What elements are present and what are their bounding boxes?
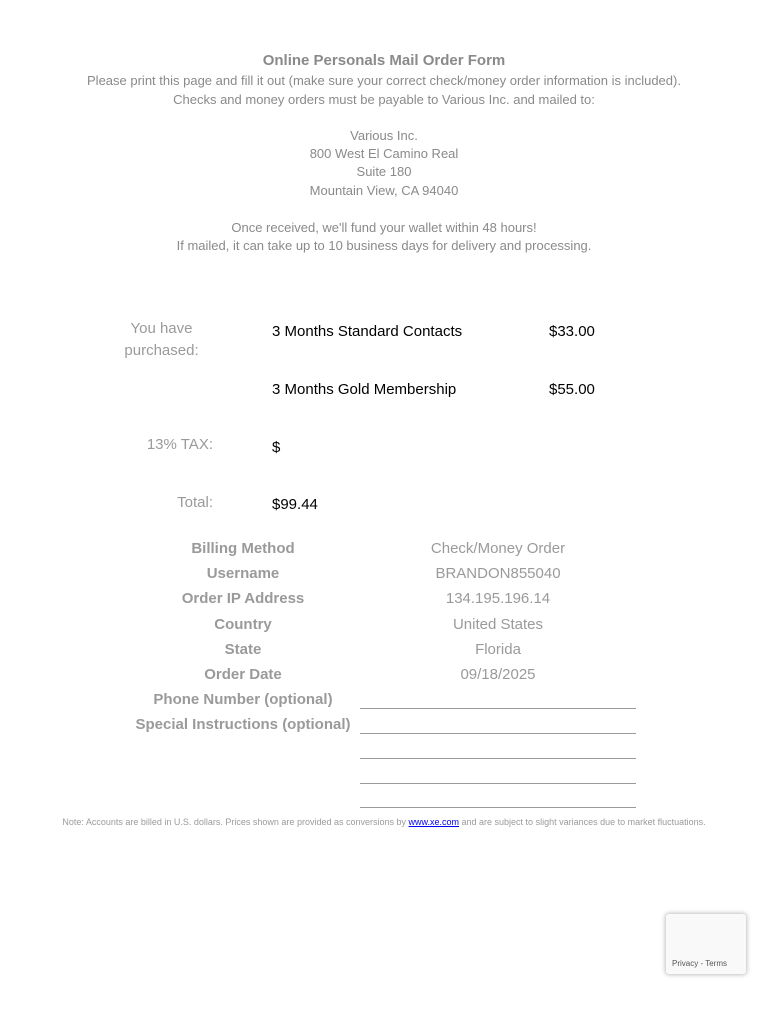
detail-key: Username (206, 565, 280, 582)
address-street: 800 West El Camino Real (309, 146, 459, 161)
detail-row-billing-method (0, 540, 768, 565)
address-company: Various Inc. (350, 128, 418, 143)
total-label: Total: (177, 494, 213, 511)
detail-row-ip-address (0, 590, 768, 615)
tax-value: $ (272, 439, 281, 456)
special-instructions-blank-line (360, 807, 636, 808)
detail-key: Country (214, 616, 272, 633)
detail-key: Billing Method (191, 540, 295, 557)
recaptcha-badge[interactable] (666, 914, 746, 974)
item-name-1: 3 Months Standard Contacts (272, 323, 463, 340)
detail-key: Order Date (204, 666, 282, 683)
detail-row-phone (0, 691, 768, 716)
address-suite: Suite 180 (356, 164, 412, 179)
detail-value: BRANDON855040 (435, 565, 561, 582)
special-instructions-blank-line (360, 733, 636, 734)
detail-value: Check/Money Order (430, 540, 566, 557)
detail-row-state (0, 641, 768, 666)
item-price-1: $33.00 (549, 323, 595, 340)
detail-value: United States (452, 616, 544, 633)
detail-key: State (224, 641, 262, 658)
phone-number-blank-line (360, 708, 636, 709)
total-value: $99.44 (272, 496, 318, 513)
xe-link[interactable]: www.xe.com (408, 817, 460, 827)
privacy-link[interactable]: Privacy (672, 959, 699, 968)
detail-key: Order IP Address (181, 590, 305, 607)
detail-value: 09/18/2025 (460, 666, 536, 683)
item-name-2: 3 Months Gold Membership (272, 381, 457, 398)
detail-row-username (0, 565, 768, 590)
address-city: Mountain View, CA 94040 (309, 183, 459, 198)
billing-note: Note: Accounts are billed in U.S. dollars. Prices shown are provided as conversions by www.xe.com and are subject to slight variances due to market fluctuations. (62, 817, 706, 827)
instructions-line-1: Please print this page and fill it out (make sure your correct check/money order information is included). (87, 73, 681, 88)
notice-line-2: If mailed, it can take up to 10 business days for delivery and processing. (176, 238, 592, 253)
special-instructions-blank-line (360, 758, 636, 759)
detail-row-order-date (0, 666, 768, 691)
tax-label: 13% TAX: (146, 436, 213, 453)
detail-row-country (0, 616, 768, 641)
instructions-line-2: Checks and money orders must be payable to Various Inc. and mailed to: (173, 92, 595, 107)
form-title: Online Personals Mail Order Form (262, 52, 506, 69)
special-instructions-blank-line (360, 783, 636, 784)
detail-row-special-instructions (0, 716, 768, 741)
detail-value: 134.195.196.14 (445, 590, 551, 607)
notice-line-1: Once received, we'll fund your wallet within 48 hours! (231, 220, 537, 235)
detail-value: Florida (475, 641, 521, 658)
recaptcha-links: Privacy - Terms (672, 959, 727, 968)
detail-key: Phone Number (optional) (153, 691, 333, 708)
detail-key: Special Instructions (optional) (135, 716, 351, 733)
item-price-2: $55.00 (549, 381, 595, 398)
purchased-label: You have purchased: (124, 320, 199, 359)
terms-link[interactable]: Terms (705, 959, 727, 968)
